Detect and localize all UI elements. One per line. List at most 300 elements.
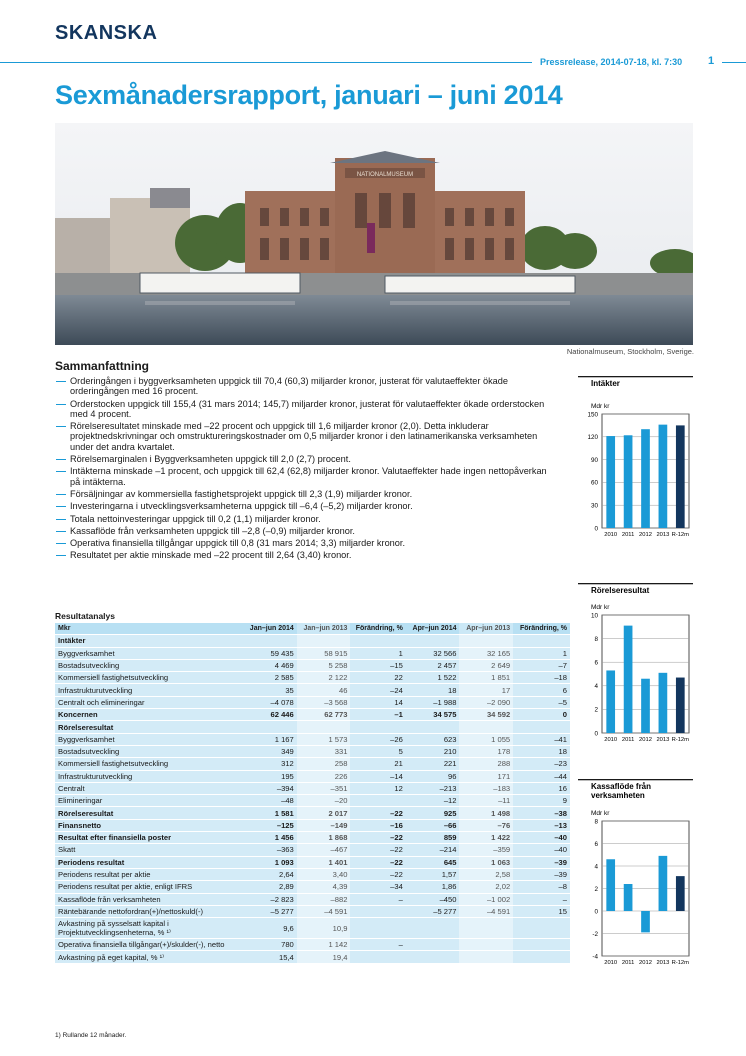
chart-title: Rörelseresultat	[591, 586, 650, 595]
table-cell: –18	[513, 672, 570, 684]
table-cell: –40	[513, 832, 570, 844]
table-cell: 34 575	[406, 709, 460, 721]
table-cell: –16	[350, 819, 405, 831]
table-cell: 1 456	[243, 832, 297, 844]
table-cell: –76	[459, 819, 513, 831]
chart-svg	[578, 583, 693, 773]
chart-title: verksamheten	[591, 791, 645, 800]
table-cell	[350, 918, 405, 939]
table-cell: 312	[243, 758, 297, 770]
table-row	[55, 856, 570, 868]
table-cell: Periodens resultat per aktie	[55, 868, 243, 880]
table-cell: –22	[350, 844, 405, 856]
table-cell: 1 142	[297, 939, 351, 951]
y-tick-label: 30	[590, 502, 598, 510]
table-cell: 59 435	[243, 647, 297, 659]
table-cell: 21	[350, 758, 405, 770]
bar	[606, 436, 615, 528]
table-cell	[406, 939, 460, 951]
table-row	[55, 918, 570, 939]
table-cell: –	[350, 939, 405, 951]
table-cell: Infrastrukturutveckling	[55, 770, 243, 782]
table-row	[55, 807, 570, 819]
table-cell	[459, 939, 513, 951]
table-cell: 96	[406, 770, 460, 782]
y-tick-label: 120	[587, 434, 598, 442]
table-cell: –41	[513, 733, 570, 745]
table-cell: –11	[459, 795, 513, 807]
table-cell: Bostadsutveckling	[55, 659, 243, 671]
chart-ylabel: Mdr kr	[591, 604, 610, 611]
x-tick-label: 2012	[639, 532, 652, 538]
bar	[624, 626, 633, 733]
table-cell: –213	[406, 782, 460, 794]
chart-top-rule	[578, 779, 693, 780]
summary-item: Investeringarna i utvecklingsverksamheterna uppgick till –6,4 (–5,2) miljarder kronor.	[55, 501, 550, 511]
table-cell: 1 522	[406, 672, 460, 684]
y-tick-label: 150	[587, 411, 598, 419]
table-cell: 62 446	[243, 709, 297, 721]
chart-title: Kassaflöde från	[591, 782, 652, 791]
table-cell: –351	[297, 782, 351, 794]
table-cell: Bostadsutveckling	[55, 745, 243, 757]
table-cell: 226	[297, 770, 351, 782]
bar	[606, 670, 615, 733]
table-cell: –1 988	[406, 696, 460, 708]
table-cell: –4 591	[459, 905, 513, 917]
table-cell: 2 457	[406, 659, 460, 671]
table-cell	[406, 635, 460, 647]
table-cell: –24	[350, 684, 405, 696]
chart-svg	[578, 779, 693, 989]
table-cell: Centralt	[55, 782, 243, 794]
table-cell	[297, 721, 351, 733]
summary-item: Försäljningar av kommersiella fastighetsprojekt uppgick till 2,3 (1,9) miljarder kronor.	[55, 489, 550, 499]
column-header: Apr–jun 2013	[459, 623, 513, 635]
table-cell: Resultat efter finansiella poster	[55, 832, 243, 844]
museum-sign-text: NATIONALMUSEUM	[356, 172, 414, 178]
table-row	[55, 819, 570, 831]
table-cell: –26	[350, 733, 405, 745]
table-cell: –214	[406, 844, 460, 856]
table-cell: 32 165	[459, 647, 513, 659]
table-cell: –882	[297, 893, 351, 905]
table-cell: –467	[297, 844, 351, 856]
table-cell: 1 422	[459, 832, 513, 844]
table-cell: Avkastning på sysselsatt kapital i Projektutvecklingsenheterna, % ¹⁾	[55, 918, 243, 939]
table-cell: 0	[513, 709, 570, 721]
y-tick-label: 4	[594, 863, 598, 871]
table-cell: Skatt	[55, 844, 243, 856]
x-tick-label: 2010	[604, 960, 618, 966]
summary-item: Orderstocken uppgick till 155,4 (31 mars 2014; 145,7) miljarder kronor, justerat för valutaeffekter ökade orderstocken med 4 procent.	[55, 399, 550, 420]
chart-ylabel: Mdr kr	[591, 810, 610, 817]
table-cell: 178	[459, 745, 513, 757]
table-cell: 623	[406, 733, 460, 745]
table-cell: –8	[513, 881, 570, 893]
table-cell: 1,86	[406, 881, 460, 893]
table-cell: –3 568	[297, 696, 351, 708]
table-footnote: 1) Rullande 12 månader.	[55, 1032, 127, 1039]
table-cell	[513, 951, 570, 963]
table-cell: –40	[513, 844, 570, 856]
table-cell: 10,9	[297, 918, 351, 939]
table-cell: 859	[406, 832, 460, 844]
table-cell: 171	[459, 770, 513, 782]
column-header: Jan–jun 2014	[243, 623, 297, 635]
table-cell: 22	[350, 672, 405, 684]
table-row	[55, 832, 570, 844]
table-cell: –450	[406, 893, 460, 905]
table-row	[55, 893, 570, 905]
table-cell: –22	[350, 856, 405, 868]
table-cell: –22	[350, 868, 405, 880]
y-tick-label: -2	[592, 930, 598, 938]
table-cell: Operativa finansiella tillgångar(+)/skulder(-), netto	[55, 939, 243, 951]
bar	[641, 679, 650, 733]
report-title: Sexmånadersrapport, januari – juni 2014	[55, 80, 563, 110]
x-tick-label: 2011	[621, 960, 635, 966]
table-cell: 2,64	[243, 868, 297, 880]
table-cell: Rörelseresultat	[55, 721, 243, 733]
table-cell: 4,39	[297, 881, 351, 893]
table-row	[55, 939, 570, 951]
table-row	[55, 745, 570, 757]
table-cell: –22	[350, 832, 405, 844]
chart-top-rule	[578, 583, 693, 584]
y-tick-label: 8	[594, 818, 598, 826]
table-cell: 2 122	[297, 672, 351, 684]
table-cell: 780	[243, 939, 297, 951]
table-cell: 62 773	[297, 709, 351, 721]
table-row	[55, 733, 570, 745]
y-tick-label: 8	[594, 635, 598, 643]
table-cell	[459, 721, 513, 733]
chart-top-rule	[578, 376, 693, 377]
table-cell	[350, 795, 405, 807]
table-cell: Intäkter	[55, 635, 243, 647]
table-cell: –149	[297, 819, 351, 831]
table-cell: Byggverksamhet	[55, 647, 243, 659]
table-cell: 349	[243, 745, 297, 757]
intakter-chart	[578, 376, 693, 571]
table-cell: 58 915	[297, 647, 351, 659]
table-cell: 16	[513, 782, 570, 794]
table-cell: 2,89	[243, 881, 297, 893]
table-cell: 32 566	[406, 647, 460, 659]
table-row	[55, 868, 570, 880]
table-cell	[459, 635, 513, 647]
table-cell: 12	[350, 782, 405, 794]
table-cell: –39	[513, 856, 570, 868]
table-cell: 9,6	[243, 918, 297, 939]
table-cell	[513, 939, 570, 951]
y-tick-label: 10	[590, 612, 598, 620]
table-cell: –13	[513, 819, 570, 831]
table-cell: –183	[459, 782, 513, 794]
table-cell: 46	[297, 684, 351, 696]
table-cell: 2,58	[459, 868, 513, 880]
table-row	[55, 770, 570, 782]
bar	[624, 435, 633, 528]
table-cell: 6	[513, 684, 570, 696]
table-cell: 19,4	[297, 951, 351, 963]
table-cell	[350, 951, 405, 963]
table-cell: 15,4	[243, 951, 297, 963]
bar	[659, 425, 668, 528]
table-cell: 1 573	[297, 733, 351, 745]
table-cell: 1	[350, 647, 405, 659]
y-tick-label: 60	[590, 479, 598, 487]
bar	[641, 911, 650, 932]
table-cell: –1	[350, 709, 405, 721]
table-cell: –39	[513, 868, 570, 880]
table-row	[55, 844, 570, 856]
table-cell: 4 469	[243, 659, 297, 671]
table-cell: 1 851	[459, 672, 513, 684]
y-tick-label: 6	[594, 840, 598, 848]
table-row	[55, 647, 570, 659]
table-cell: 221	[406, 758, 460, 770]
y-tick-label: 2	[594, 885, 598, 893]
x-tick-label: R-12m	[671, 532, 690, 538]
y-tick-label: 6	[594, 659, 598, 667]
table-cell: –125	[243, 819, 297, 831]
x-tick-label: 2012	[639, 737, 652, 743]
table-cell: Byggverksamhet	[55, 733, 243, 745]
bar	[606, 859, 615, 911]
table-cell: –44	[513, 770, 570, 782]
header-rule-right	[722, 62, 746, 63]
table-cell: 210	[406, 745, 460, 757]
table-cell: Centralt och elimineringar	[55, 696, 243, 708]
table-cell: 1 868	[297, 832, 351, 844]
column-header: Förändring, %	[350, 623, 405, 635]
x-tick-label: R-12m	[671, 960, 690, 966]
table-cell	[297, 635, 351, 647]
bar	[641, 429, 650, 528]
table-cell: 1	[513, 647, 570, 659]
table-cell: –66	[406, 819, 460, 831]
table-cell	[243, 721, 297, 733]
table-cell: 195	[243, 770, 297, 782]
table-cell: 1 498	[459, 807, 513, 819]
table-row	[55, 782, 570, 794]
table-row	[55, 672, 570, 684]
bar	[676, 678, 685, 733]
table-cell: –2 823	[243, 893, 297, 905]
table-cell: 5 258	[297, 659, 351, 671]
table-row	[55, 709, 570, 721]
table-cell	[406, 918, 460, 939]
table-cell: 15	[513, 905, 570, 917]
x-tick-label: 2012	[639, 960, 652, 966]
table-cell: –34	[350, 881, 405, 893]
table-cell: –23	[513, 758, 570, 770]
table-cell: 2,02	[459, 881, 513, 893]
summary-item: Rörelsemarginalen i Byggverksamheten uppgick till 2,0 (2,7) procent.	[55, 454, 550, 464]
table-cell: –359	[459, 844, 513, 856]
page-number: 1	[708, 55, 715, 67]
chart-ylabel: Mdr kr	[591, 403, 610, 410]
y-tick-label: 4	[594, 683, 598, 691]
photo-caption: Nationalmuseum, Stockholm, Sverige.	[566, 347, 694, 356]
table-cell: 17	[459, 684, 513, 696]
x-tick-label: 2013	[656, 532, 670, 538]
table-cell: 18	[406, 684, 460, 696]
x-tick-label: 2011	[621, 737, 635, 743]
table-cell: Finansnetto	[55, 819, 243, 831]
table-cell: Kommersiell fastighetsutveckling	[55, 672, 243, 684]
table-cell: 1 093	[243, 856, 297, 868]
table-title: Resultatanalys	[55, 611, 115, 621]
y-tick-label: 0	[594, 730, 598, 738]
table-cell: 2 585	[243, 672, 297, 684]
table-cell: 1 055	[459, 733, 513, 745]
x-tick-label: R-12m	[671, 737, 690, 743]
summary-item: Rörelseresultatet minskade med –22 procent och uppgick till 1,6 miljarder kronor (2,0). Detta inkluderar projektnedskrivningar och omstruktureringskostnader om 0,5 miljarder kronor i den latinamerikanska verksamheten under det andra kvartalet.	[55, 421, 550, 452]
table-cell: 1 167	[243, 733, 297, 745]
table-cell: Rörelseresultat	[55, 807, 243, 819]
table-row	[55, 881, 570, 893]
bar	[659, 673, 668, 733]
release-date: Pressrelease, 2014-07-18, kl. 7:30	[540, 57, 683, 67]
bar	[624, 884, 633, 911]
chart-title: Intäkter	[591, 379, 620, 388]
summary-item: Operativa finansiella tillgångar uppgick till 0,8 (31 mars 2014; 3,3) miljarder kronor.	[55, 538, 550, 548]
table-header-row	[55, 623, 570, 635]
table-cell: 9	[513, 795, 570, 807]
table-cell: –4 591	[297, 905, 351, 917]
table-cell: 258	[297, 758, 351, 770]
y-tick-label: 0	[594, 525, 598, 533]
table-cell: Avkastning på eget kapital, % ¹⁾	[55, 951, 243, 963]
table-cell: –20	[297, 795, 351, 807]
table-row	[55, 758, 570, 770]
table-cell: –38	[513, 807, 570, 819]
table-cell: 2 017	[297, 807, 351, 819]
x-tick-label: 2013	[656, 960, 670, 966]
table-cell	[350, 721, 405, 733]
table-row	[55, 721, 570, 733]
table-cell: 1,57	[406, 868, 460, 880]
table-cell: –15	[350, 659, 405, 671]
y-tick-label: 2	[594, 706, 598, 714]
x-tick-label: 2013	[656, 737, 670, 743]
column-header: Jan–jun 2013	[297, 623, 351, 635]
table-cell: 288	[459, 758, 513, 770]
table-cell: –4 078	[243, 696, 297, 708]
table-cell	[459, 918, 513, 939]
table-cell: –5 277	[243, 905, 297, 917]
kassaflode-chart	[578, 779, 693, 989]
table-row	[55, 635, 570, 647]
table-cell: Elimineringar	[55, 795, 243, 807]
summary-list	[55, 376, 550, 563]
table-cell: 14	[350, 696, 405, 708]
table-cell	[243, 635, 297, 647]
table-cell: –14	[350, 770, 405, 782]
chart-svg	[578, 376, 693, 571]
table-cell: 1 401	[297, 856, 351, 868]
bar	[659, 856, 668, 911]
table-cell: Kommersiell fastighetsutveckling	[55, 758, 243, 770]
table-cell: –5	[513, 696, 570, 708]
table-cell: 3,40	[297, 868, 351, 880]
table-cell: –1 002	[459, 893, 513, 905]
column-header: Apr–jun 2014	[406, 623, 460, 635]
header-rule-left	[0, 62, 532, 63]
table-cell: 34 592	[459, 709, 513, 721]
table-cell: Räntebärande nettofordran(+)/nettoskuld(-)	[55, 905, 243, 917]
table-cell: 1 581	[243, 807, 297, 819]
y-tick-label: 0	[594, 908, 598, 916]
table-cell	[513, 635, 570, 647]
table-row	[55, 905, 570, 917]
table-cell: Infrastrukturutveckling	[55, 684, 243, 696]
table-cell: –22	[350, 807, 405, 819]
table-cell: Periodens resultat	[55, 856, 243, 868]
table-cell	[406, 721, 460, 733]
table-cell: –5 277	[406, 905, 460, 917]
x-tick-label: 2010	[604, 737, 618, 743]
table-cell: –2 090	[459, 696, 513, 708]
table-cell: –	[513, 893, 570, 905]
table-cell	[406, 951, 460, 963]
summary-item: Intäkterna minskade –1 procent, och uppgick till 62,4 (62,8) miljarder kronor. Valutaeffekter hade ingen nettopåverkan på intäkterna.	[55, 466, 550, 487]
result-analysis-table	[55, 623, 570, 964]
table-row	[55, 951, 570, 963]
table-cell	[513, 721, 570, 733]
table-cell: –363	[243, 844, 297, 856]
x-tick-label: 2010	[604, 532, 618, 538]
table-row	[55, 659, 570, 671]
summary-item: Resultatet per aktie minskade med –22 procent till 2,64 (3,40) kronor.	[55, 550, 550, 560]
table-cell: 925	[406, 807, 460, 819]
table-cell: 5	[350, 745, 405, 757]
table-row	[55, 696, 570, 708]
table-cell: 35	[243, 684, 297, 696]
table-cell: Koncernen	[55, 709, 243, 721]
skanska-logo: SKANSKA	[55, 22, 158, 44]
table-cell: Periodens resultat per aktie, enligt IFRS	[55, 881, 243, 893]
table-row	[55, 684, 570, 696]
x-tick-label: 2011	[621, 532, 635, 538]
table-cell: –7	[513, 659, 570, 671]
table-body	[55, 635, 570, 963]
table-cell: –48	[243, 795, 297, 807]
table-cell: 18	[513, 745, 570, 757]
table-row	[55, 795, 570, 807]
table-cell	[350, 905, 405, 917]
table-cell	[513, 918, 570, 939]
table-cell: 1 063	[459, 856, 513, 868]
table-cell: –12	[406, 795, 460, 807]
bar	[676, 876, 685, 911]
summary-item: Kassaflöde från verksamheten uppgick till –2,8 (–0,9) miljarder kronor.	[55, 526, 550, 536]
column-header: Mkr	[55, 623, 243, 635]
table-cell: 331	[297, 745, 351, 757]
table-cell	[350, 635, 405, 647]
summary-item: Orderingången i byggverksamheten uppgick till 70,4 (60,3) miljarder kronor, justerat för valutaeffekter ökade orderingången med 16 procent.	[55, 376, 550, 397]
y-tick-label: -4	[592, 953, 598, 961]
table-cell: 2 649	[459, 659, 513, 671]
summary-item: Totala nettoinvesteringar uppgick till 0,2 (1,1) miljarder kronor.	[55, 514, 550, 524]
table-cell: 645	[406, 856, 460, 868]
table-cell	[459, 951, 513, 963]
table-cell: Kassaflöde från verksamheten	[55, 893, 243, 905]
table-cell: –	[350, 893, 405, 905]
